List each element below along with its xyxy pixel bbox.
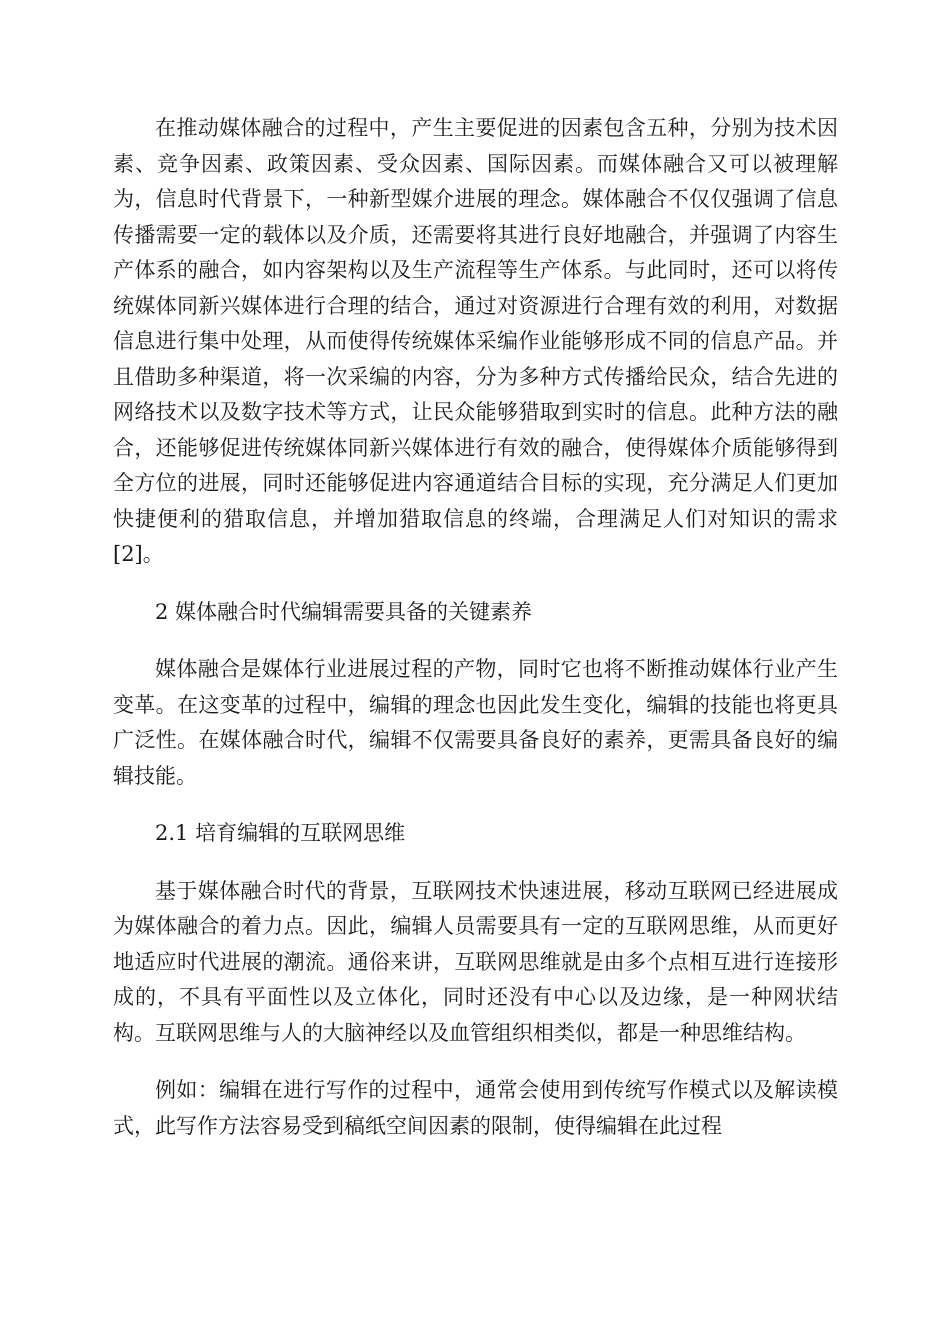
paragraph-media-convergence-factors: 在推动媒体融合的过程中，产生主要促进的因素包含五种，分别为技术因素、竞争因素、政策因素、受众因素、国际因素。而媒体融合又可以被理解为，信息时代背景下，一种新型媒介进展的理念。媒体融合不仅仅强调了信息传播需要一定的载体以及介质，还需要将其进行良好地融合，并强调了内容生产体系的融合，如内容架构以及生产流程等生产体系。与此同时，还可以将传统媒体同新兴媒体进行合理的结合，通过对资源进行合理有效的利用，对数据信息进行集中处理，从而使得传统媒体采编作业能够形成不同的信息产品。并且借助多种渠道，将一次采编的内容，分为多种方式传播给民众，结合先进的网络技术以及数字技术等方式，让民众能够猎取到实时的信息。此种方法的融合，还能够促进传统媒体同新兴媒体进行有效的融合，使得媒体介质能够得到全方位的进展，同时还能够促进内容通道结合目标的实现，充分满足人们更加快捷便利的猎取信息，并增加猎取信息的终端，合理满足人们对知识的需求[2]。	[113, 116, 838, 566]
paragraph-example-writing: 例如：编辑在进行写作的过程中，通常会使用到传统写作模式以及解读模式，此写作方法容易受到稿纸空间因素的限制，使得编辑在此过程	[113, 1078, 838, 1138]
paragraph-internet-thinking: 基于媒体融合时代的背景，互联网技术快速进展，移动互联网已经进展成为媒体融合的着力点。因此，编辑人员需要具有一定的互联网思维，从而更好地适应时代进展的潮流。通俗来讲，互联网思维就是由多个点相互进行连接形成的，不具有平面性以及立体化，同时还没有中心以及边缘，是一种网状结构。互联网思维与人的大脑神经以及血管组织相类似，都是一种思维结构。	[113, 878, 838, 1045]
document-body	[113, 111, 838, 1144]
section-heading-2: 2 媒体融合时代编辑需要具备的关键素养	[155, 599, 533, 624]
paragraph-editor-skills: 媒体融合是媒体行业进展过程的产物，同时它也将不断推动媒体行业产生变革。在这变革的过程中，编辑的理念也因此发生变化，编辑的技能也将更具广泛性。在媒体融合时代，编辑不仅需要具备良好的素养，更需具备良好的编辑技能。	[113, 657, 838, 788]
section-heading-2-1: 2.1 培育编辑的互联网思维	[155, 821, 406, 845]
